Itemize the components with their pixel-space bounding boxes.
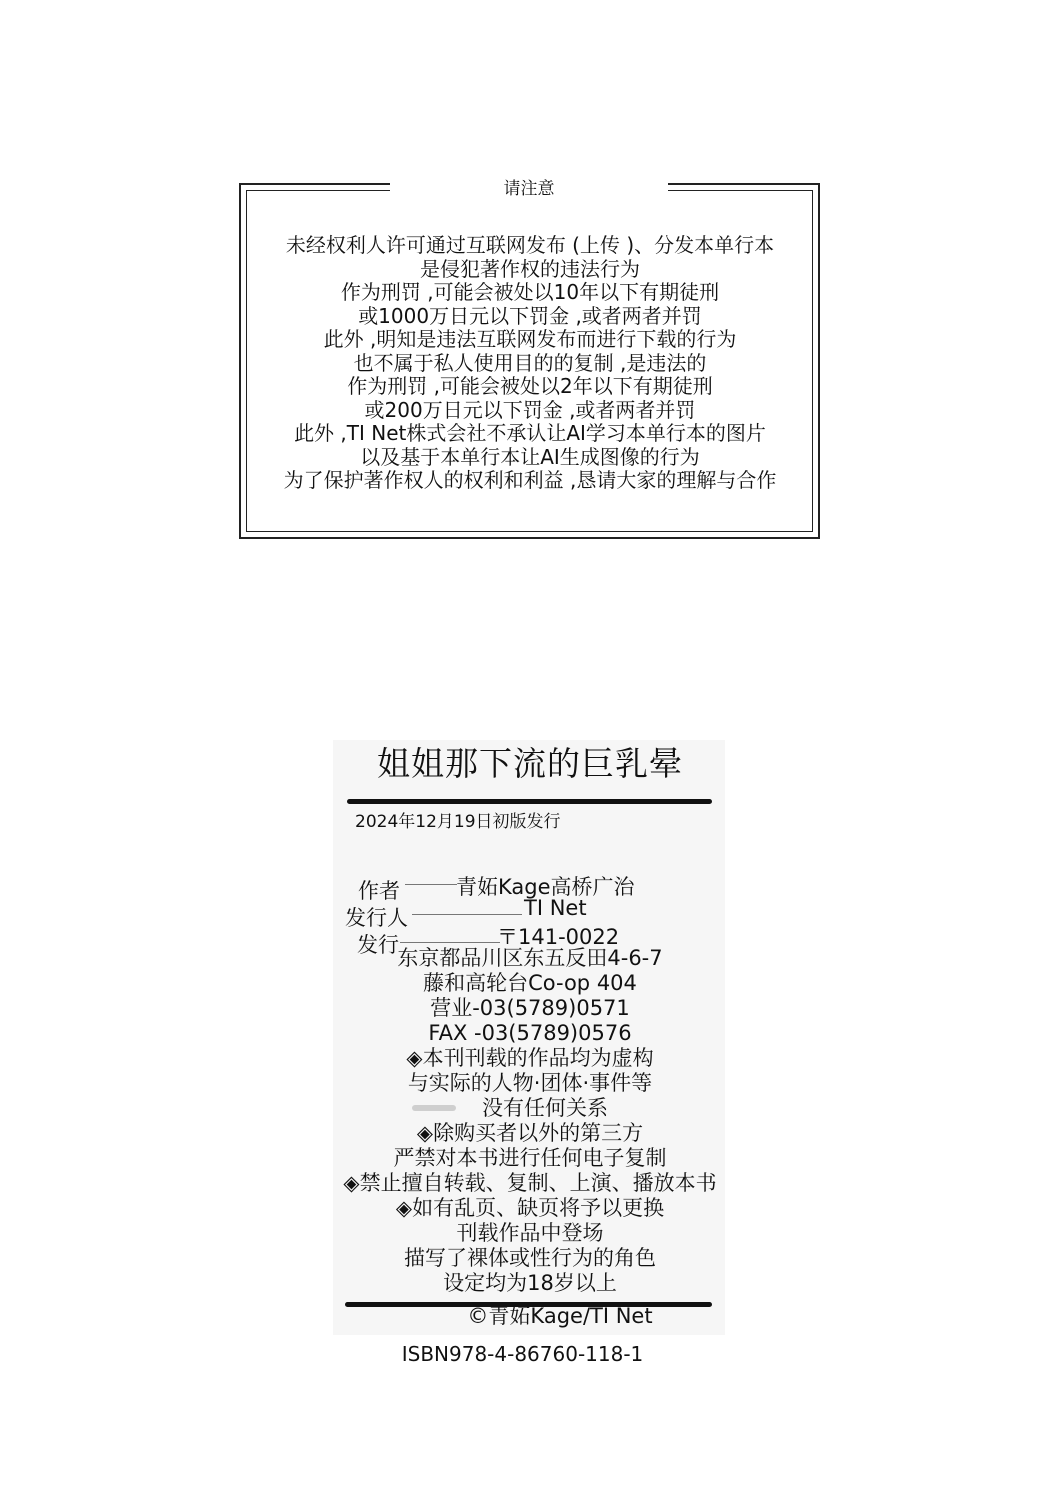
notice-line: 此外 ,TI Net株式会社不承认让AI学习本单行本的图片 (294, 421, 766, 445)
notice-line: 以及基于本单行本让AI生成图像的行为 (360, 444, 700, 469)
notice-line: 未经权利人许可通过互联网发布 (上传 )、分发本单行本 (285, 233, 775, 257)
postal-code: 〒141-0022 (497, 925, 620, 949)
book-title: 姐姐那下流的巨乳晕 (377, 744, 683, 783)
note-line: 与实际的人物·团体·事件等 (407, 1071, 653, 1095)
author-name: 青妬Kage高桥广治 (456, 875, 635, 899)
isbn: ISBN978-4-86760-118-1 (401, 1342, 644, 1366)
note-line: ◈本刊刊载的作品均为虚构 (406, 1046, 654, 1070)
note-line: 设定均为18岁以上 (443, 1271, 617, 1295)
publisher-leader-line (412, 914, 522, 915)
issue-label: 发行 (357, 933, 399, 957)
note-line: ◈除购买者以外的第三方 (416, 1121, 644, 1145)
note-line: 刊载作品中登场 (456, 1221, 604, 1245)
top-rule (347, 799, 712, 804)
notice-line: 或200万日元以下罚金 ,或者两者并罚 (364, 397, 696, 422)
issue-leader-line (400, 942, 500, 943)
notes-block (335, 1046, 725, 1296)
author-label: 作者 (358, 879, 400, 903)
notice-title: 请注意 (503, 179, 555, 199)
address-block (335, 946, 725, 1046)
note-line: 没有任何关系 (482, 1096, 608, 1120)
notice-line: 为了保护著作权人的权利和利益 ,恳请大家的理解与合作 (283, 468, 777, 492)
notice-body (250, 234, 810, 493)
publication-date: 2024年12月19日初版发行 (355, 812, 561, 832)
publisher-name: TI Net (524, 896, 587, 920)
note-line: 描写了裸体或性行为的角色 (404, 1246, 656, 1270)
address-line: 东京都品川区东五反田4-6-7 (397, 946, 663, 970)
author-leader-line (405, 884, 457, 885)
note-line: ◈如有乱页、缺页将予以更换 (395, 1196, 665, 1220)
note-line: ◈禁止擅自转载、复制、上演、播放本书 (343, 1171, 717, 1195)
notice-line: 是侵犯著作权的违法行为 (420, 256, 640, 281)
copyright: ©青妬Kage/TI Net (467, 1304, 653, 1328)
notice-line: 此外 ,明知是违法互联网发布而进行下载的行为 (323, 327, 737, 351)
fax-line: FAX -03(5789)0576 (428, 1021, 632, 1045)
phone-line: 营业-03(5789)0571 (430, 996, 630, 1020)
address-line: 藤和高轮台Co-op 404 (423, 971, 637, 995)
publisher-label: 发行人 (345, 906, 408, 930)
note-line: 严禁对本书进行任何电子复制 (393, 1146, 667, 1170)
notice-line: 或1000万日元以下罚金 ,或者两者并罚 (358, 303, 702, 328)
notice-line: 作为刑罚 ,可能会被处以2年以下有期徒刑 (347, 374, 713, 398)
notice-line: 作为刑罚 ,可能会被处以10年以下有期徒刑 (340, 280, 720, 304)
notice-line: 也不属于私人使用目的的复制 ,是违法的 (353, 350, 707, 375)
